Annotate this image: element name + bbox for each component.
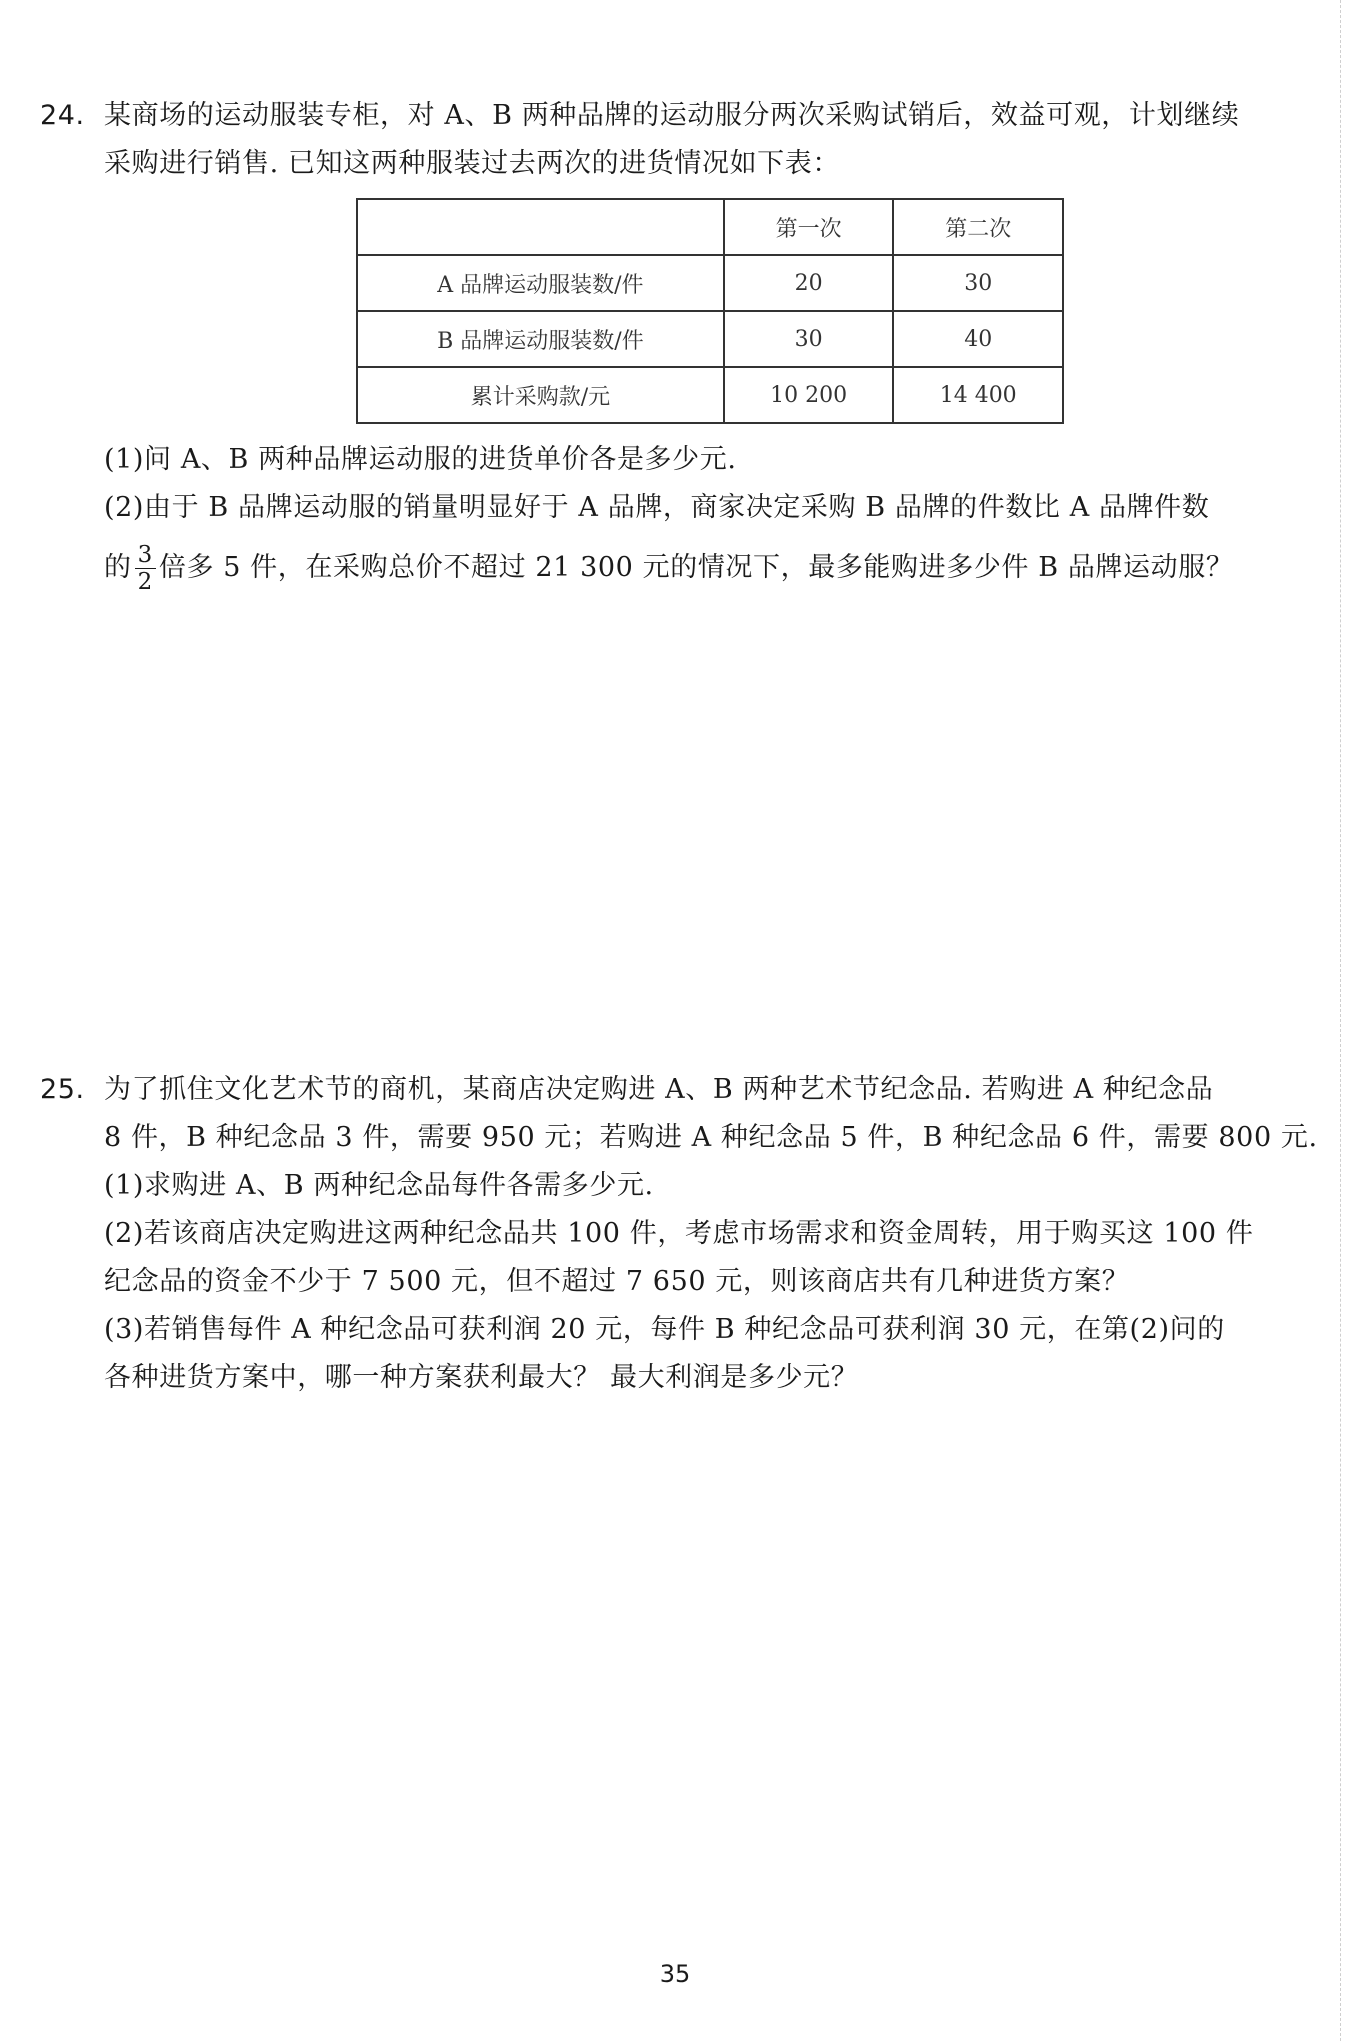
problem-25-number: 25.: [40, 1074, 85, 1105]
fraction-denominator: 2: [137, 569, 153, 595]
problem-25: [40, 1066, 1325, 1402]
table-header-row: [357, 199, 1063, 255]
problem-24-part-2-line-2: [40, 532, 1325, 604]
fraction-three-halves: [135, 542, 156, 595]
problem-24-number: 24.: [40, 100, 85, 131]
problem-25-part-2-line-2: 纪念品的资金不少于 7 500 元，但不超过 7 650 元，则该商店共有几种进货方案？: [104, 1266, 1130, 1297]
part-2-text-post: 倍多 5 件，在采购总价不超过 21 300 元的情况下，最多能购进多少件 B 品牌运动服？: [158, 552, 1234, 583]
table-cell: 20: [724, 255, 894, 311]
problem-24-part-2-line-1: (2)由于 B 品牌运动服的销量明显好于 A 品牌，商家决定采购 B 品牌的件数比 A 品牌件数: [104, 492, 1210, 523]
problem-25-line-2: 8 件，B 种纪念品 3 件，需要 950 元；若购进 A 种纪念品 5 件，B 种纪念品 6 件，需要 800 元.: [104, 1122, 1318, 1153]
problem-24-line-1: [40, 92, 1325, 140]
problem-24-parts: [40, 436, 1325, 604]
fraction-numerator: 3: [135, 542, 156, 569]
table-cell: 40: [893, 311, 1063, 367]
problem-24: [40, 92, 1325, 188]
table-cell: 30: [893, 255, 1063, 311]
page-edge-line: [1340, 0, 1342, 2041]
table-header-cell: 第二次: [893, 199, 1063, 255]
table-cell: B 品牌运动服装数/件: [357, 311, 724, 367]
table-header-cell: [357, 199, 724, 255]
table-row: [357, 255, 1063, 311]
table-cell: A 品牌运动服装数/件: [357, 255, 724, 311]
problem-24-line-2: 采购进行销售. 已知这两种服装过去两次的进货情况如下表：: [104, 148, 840, 179]
table-row: [357, 311, 1063, 367]
problem-25-part-3-line-1: (3)若销售每件 A 种纪念品可获利润 20 元，每件 B 种纪念品可获利润 30 元，在第(2)问的: [104, 1314, 1225, 1345]
table-cell: 14 400: [893, 367, 1063, 423]
problem-25-part-3-line-2: 各种进货方案中，哪一种方案获利最大？ 最大利润是多少元？: [104, 1362, 859, 1393]
problem-25-line-1: [40, 1066, 1325, 1114]
problem-25-text-1: 为了抓住文化艺术节的商机，某商店决定购进 A、B 两种艺术节纪念品. 若购进 A 种纪念品: [104, 1074, 1214, 1105]
table-row: [357, 367, 1063, 423]
problem-25-part-1: (1)求购进 A、B 两种纪念品每件各需多少元.: [104, 1170, 654, 1201]
page-number: 35: [659, 1960, 691, 1988]
part-2-text-pre: 的: [104, 552, 132, 583]
problem-25-part-2-line-1: (2)若该商店决定购进这两种纪念品共 100 件，考虑市场需求和资金周转，用于购买这 100 件: [104, 1218, 1254, 1249]
table-cell: 10 200: [724, 367, 894, 423]
table-cell: 30: [724, 311, 894, 367]
problem-24-text-1: 某商场的运动服装专柜，对 A、B 两种品牌的运动服分两次采购试销后，效益可观，计划继续: [104, 100, 1240, 131]
table-cell: 累计采购款/元: [357, 367, 724, 423]
table-header-cell: 第一次: [724, 199, 894, 255]
purchase-table: [356, 198, 1064, 424]
problem-24-part-1: (1)问 A、B 两种品牌运动服的进货单价各是多少元.: [104, 444, 737, 475]
